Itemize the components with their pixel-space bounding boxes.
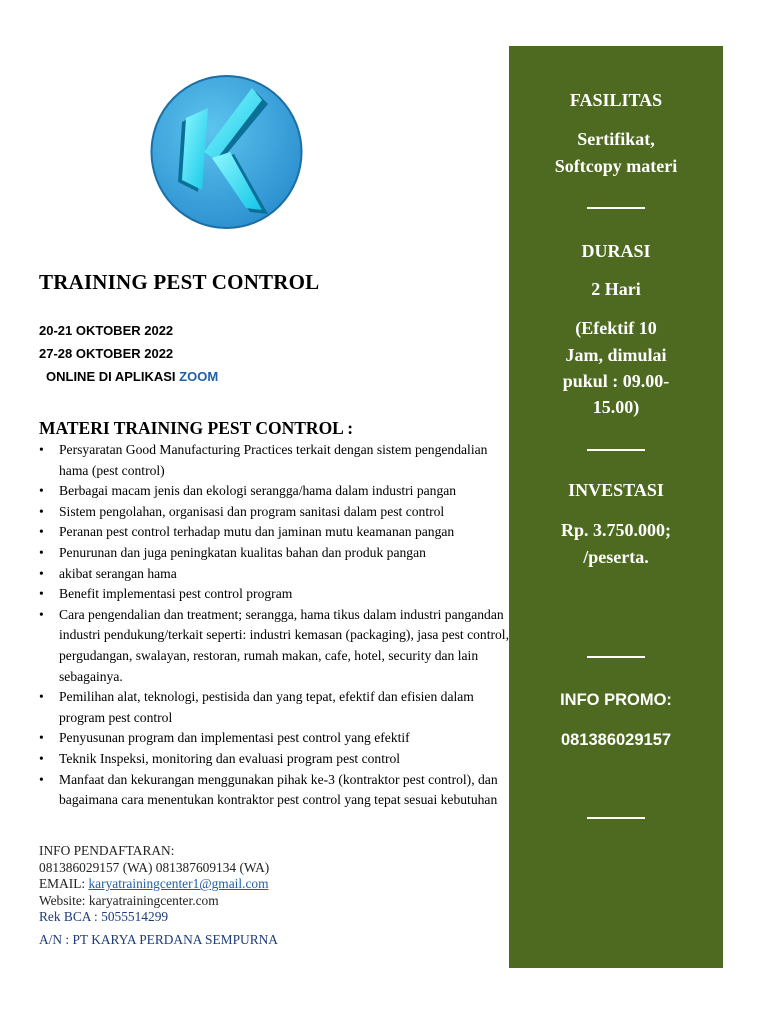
- divider: [587, 817, 645, 819]
- durasi-heading: DURASI: [581, 241, 651, 261]
- side-panel: [509, 46, 723, 968]
- list-item: • Penurunan dan juga peningkatan kualitas bahan dan produk pangan: [39, 543, 509, 564]
- registration-info: [39, 843, 278, 948]
- zoom-app-name: ZOOM: [179, 369, 219, 384]
- info-email-line: [39, 876, 278, 893]
- durasi-note-line: Jam, dimulai: [565, 345, 667, 365]
- divider: [587, 656, 645, 658]
- promo-heading: INFO PROMO:: [560, 691, 672, 709]
- list-item: • Peranan pest control terhadap mutu dan jaminan mutu keamanan pangan: [39, 522, 509, 543]
- materi-list: [39, 440, 509, 811]
- info-phones: 081386029157 (WA) 081387609134 (WA): [39, 859, 270, 875]
- email-link[interactable]: karyatrainingcenter1@gmail.com: [88, 876, 269, 891]
- materi-heading: MATERI TRAINING PEST CONTROL :: [39, 418, 354, 438]
- promo-phone: 081386029157: [560, 731, 672, 749]
- list-item: • Berbagai macam jenis dan ekologi serangga/hama dalam industri pangan: [39, 481, 509, 502]
- list-item: • Penyusunan program dan implementasi pest control yang efektif: [39, 728, 509, 749]
- fasilitas-line: Sertifikat,: [577, 129, 655, 149]
- date-line: 20-21 OKTOBER 2022: [39, 323, 174, 338]
- list-item: • Manfaat dan kekurangan menggunakan pihak ke-3 (kontraktor pest control), dan bagaimana cara menentukan kontraktor pest control yang tepat sesuai kebutuhan: [39, 770, 509, 811]
- fasilitas-heading: FASILITAS: [569, 90, 663, 110]
- info-account-name: A/N : PT KARYA PERDANA SEMPURNA: [39, 931, 278, 947]
- durasi-value: 2 Hari: [591, 279, 641, 299]
- list-item: • Benefit implementasi pest control program: [39, 584, 509, 605]
- list-item: • Teknik Inspeksi, monitoring dan evaluasi program pest control: [39, 749, 509, 770]
- divider: [587, 207, 645, 209]
- email-label: EMAIL:: [39, 876, 86, 891]
- online-prefix: ONLINE DI APLIKASI: [46, 369, 176, 384]
- info-website: Website: karyatrainingcenter.com: [39, 892, 219, 908]
- durasi-note-line: 15.00): [592, 397, 640, 417]
- training-dates: [39, 319, 218, 388]
- divider: [587, 449, 645, 451]
- page-title: TRAINING PEST CONTROL: [39, 270, 320, 294]
- durasi-note-line: pukul : 09.00-: [562, 371, 670, 391]
- list-item: • Sistem pengolahan, organisasi dan program sanitasi dalam pest control: [39, 502, 509, 523]
- date-line: 27-28 OKTOBER 2022: [39, 346, 174, 361]
- list-item: • Cara pengendalian dan treatment; serangga, hama tikus dalam industri pangandan industri pendukung/terkait seperti: industri kemasan (packaging), jasa pest control, pergudangan, swalayan, restoran, rumah makan, cafe, hotel, security dan lain sebagainya.: [39, 605, 509, 687]
- company-logo-icon: [150, 74, 303, 230]
- investasi-price: Rp. 3.750.000;: [560, 520, 671, 540]
- info-bank-account: Rek BCA : 5055514299: [39, 909, 169, 924]
- list-item: • Pemilihan alat, teknologi, pestisida dan yang tepat, efektif dan efisien dalam program pest control: [39, 687, 509, 728]
- investasi-unit: /peserta.: [583, 547, 649, 567]
- investasi-heading: INVESTASI: [568, 480, 664, 500]
- durasi-note-line: (Efektif 10: [575, 318, 657, 338]
- info-heading: INFO PENDAFTARAN:: [39, 843, 175, 858]
- list-item: • akibat serangan hama: [39, 564, 509, 585]
- list-item: • Persyaratan Good Manufacturing Practices terkait dengan sistem pengendalian hama (pest control): [39, 440, 509, 481]
- fasilitas-line: Softcopy materi: [554, 156, 678, 176]
- online-line: [39, 365, 218, 388]
